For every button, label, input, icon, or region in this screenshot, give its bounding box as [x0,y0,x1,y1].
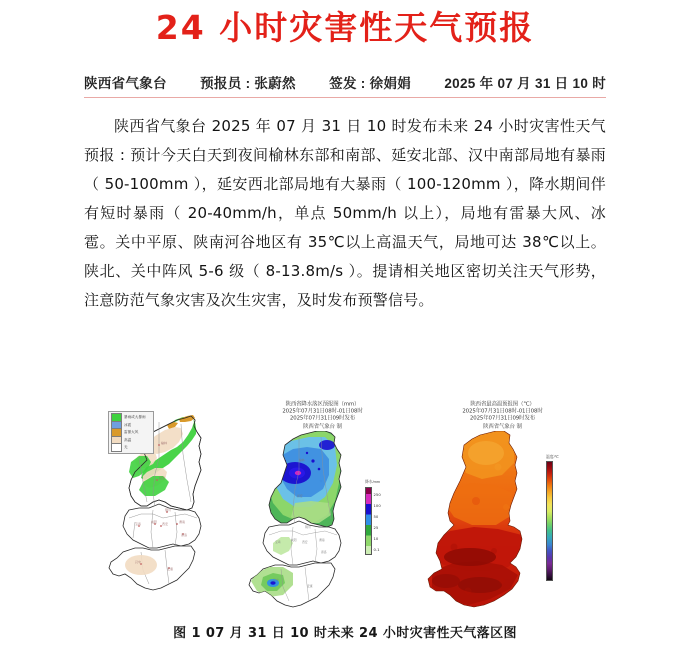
svg-text:西安: 西安 [302,539,308,544]
header-meta-row [84,72,606,97]
figure-caption: 图 1 07 月 31 日 10 时未来 24 小时灾害性天气落区图 [173,626,517,641]
precip-colorbar-title: 降水/mm [365,479,380,484]
precip-map-graphic [235,431,410,609]
precip-tick: 10 [373,535,379,541]
precip-colorbar-gradient [365,487,372,555]
precipitation-map [235,402,410,617]
precip-title-line-1: 陕西省降水落区预报图（mm） [285,402,360,408]
svg-text:延安: 延安 [297,493,303,498]
legend-label: 高温 [124,437,132,442]
header-divider [84,97,606,98]
page-title: 24 小时灾害性天气预报 [155,8,535,47]
svg-text:安康: 安康 [167,567,174,571]
svg-text:宝鸡: 宝鸡 [135,522,142,526]
temp-title-line-2: 2025年07月31日08时-01日08时 [462,409,543,416]
precip-tick: 50 [373,513,379,519]
svg-text:商洛: 商洛 [321,549,327,554]
svg-text:铜川: 铜川 [305,524,311,529]
temp-map-graphic [410,431,595,609]
legend-swatch-none [111,443,122,452]
precip-colorbar [365,479,381,555]
legend-label: 冰雹 [124,422,132,427]
svg-text:安康: 安康 [307,583,313,588]
temperature-map [410,402,595,617]
legend-label: 无 [124,445,128,449]
precip-tick: 100 [373,502,381,508]
meta-forecaster: 预报员 : 张蔚然 [200,75,296,91]
forecast-body-text: 陕西省气象台 2025 年 07 月 31 日 10 时发布未来 24 小时灾害性天气预报 : 预计今天白天到夜间榆林东部和南部、延安北部、汉中南部局地有暴雨（ 50-100mm ），延安西北部局地有大暴雨（ 100-120mm ），降水期间伴有短时暴雨（ 20-40mm/h，单点 50mm/h 以上），局地有雷暴大风、冰雹。关中平原、陕南河谷地区有 35℃以上高温天气，局地可达 38℃以上。陕北、关中阵风 5-6 级（ 8-13.8m/s ）。提请相关地区密切关注天气形势，注意防范气象灾害及次生灾害，及时发布预警信号。 [84,116,606,309]
svg-text:汉中: 汉中 [273,577,279,582]
meta-datetime: 2025 年 07 月 31 日 10 时 [444,75,606,91]
svg-text:咸阳: 咸阳 [151,520,158,524]
precip-title-line-2: 2025年07月31日08时-01日08时 [282,409,363,416]
temp-colorbar-gradient [546,461,553,581]
temp-title-line-3: 2025年07月31日09时发布 [469,416,536,423]
meta-agency: 陕西省气象台 [84,75,167,91]
precip-title-line-4: 陕西省气象台 制 [303,423,342,430]
svg-text:西安: 西安 [162,522,169,526]
temp-colorbar-title: 温度/℃ [546,454,559,459]
svg-text:铜川: 铜川 [165,508,172,512]
svg-text:宝鸡: 宝鸡 [275,539,281,544]
svg-text:榆林: 榆林 [161,441,168,445]
disaster-map-legend [108,411,154,454]
legend-label: 暴雨或大暴雨 [124,415,146,419]
svg-text:渭南: 渭南 [319,537,325,542]
precip-title-line-3: 2025年07月31日09时发布 [289,416,356,423]
precip-tick: 250 [373,491,381,497]
svg-text:商洛: 商洛 [181,533,188,537]
svg-text:渭南: 渭南 [179,520,186,524]
precip-tick: 25 [373,524,379,530]
figure-strip [95,402,595,617]
precip-tick: 0.1 [373,546,380,552]
temp-colorbar [546,454,559,581]
legend-label: 雷暴大风 [124,430,139,434]
svg-text:延安: 延安 [159,476,166,480]
legend-item [111,444,151,452]
temp-title-line-4: 陕西省气象台 制 [483,423,522,430]
temp-title-line-1: 陕西省最高温预报图（℃） [470,402,535,408]
disaster-area-map [95,402,235,617]
svg-text:汉中: 汉中 [135,560,142,564]
svg-text:榆林: 榆林 [299,457,305,462]
meta-issuer: 签发 : 徐娟娟 [329,75,412,91]
temp-map-title [393,402,611,431]
svg-text:咸阳: 咸阳 [291,537,297,542]
